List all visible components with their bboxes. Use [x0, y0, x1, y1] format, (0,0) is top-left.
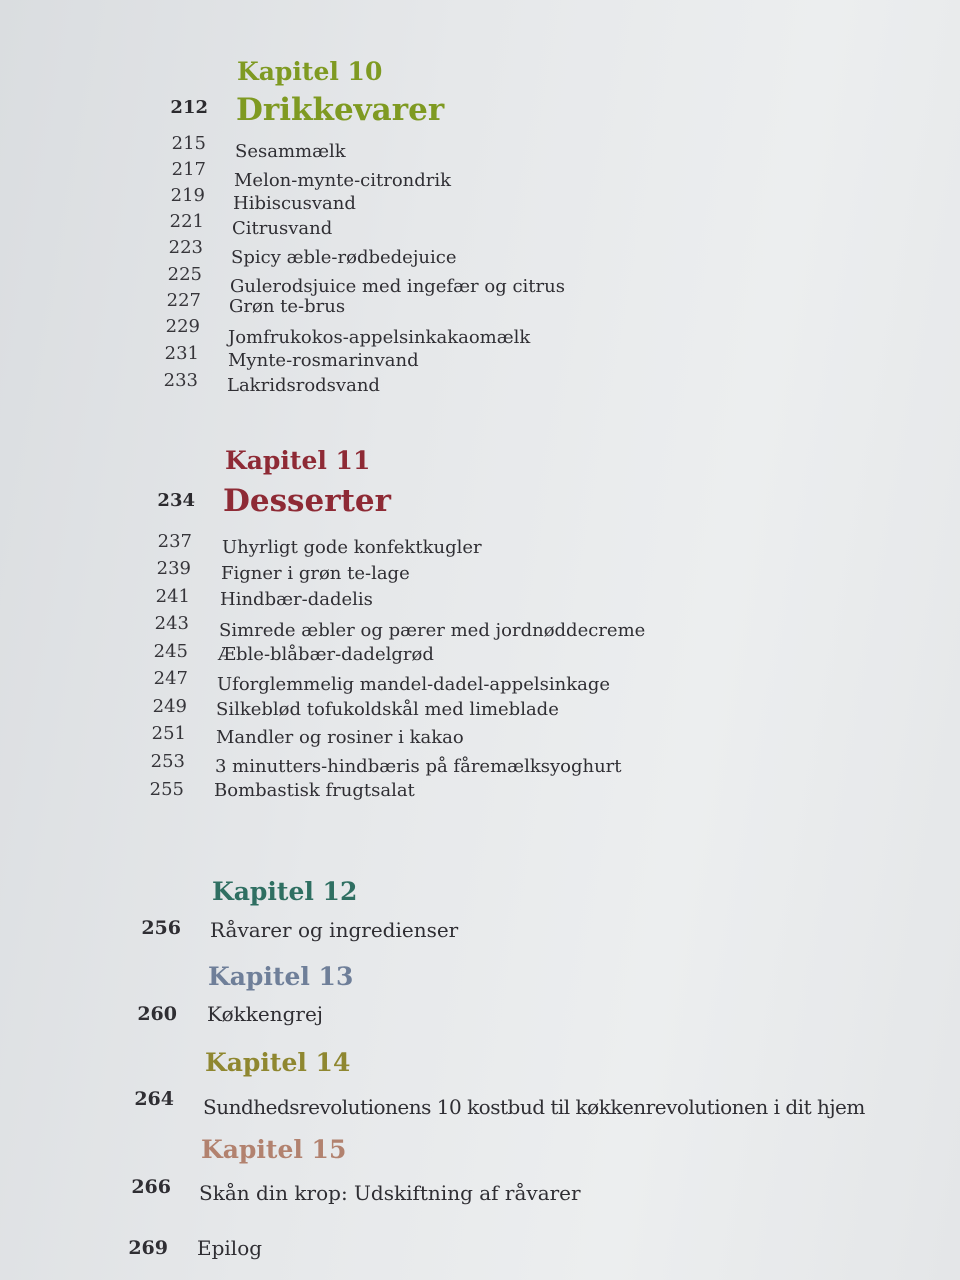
- chapter-11-page-number: 234: [157, 490, 195, 511]
- chapter-13-page-number: 260: [137, 1003, 177, 1025]
- entry-title: Figner i grøn te-lage: [221, 563, 410, 584]
- entry-page-number: 251: [151, 723, 186, 744]
- entry-title: Uhyrligt gode konfektkugler: [222, 537, 482, 558]
- entry-title: Bombastisk frugtsalat: [214, 780, 415, 801]
- entry-page-number: 217: [171, 159, 206, 180]
- entry-title: Hindbær-dadelis: [220, 589, 373, 610]
- entry-title: Grøn te-brus: [229, 296, 346, 317]
- entry-page-number: 253: [150, 751, 185, 772]
- entry-page-number: 249: [152, 696, 187, 717]
- entry-page-number: 225: [167, 264, 202, 285]
- chapter-13-title: Køkkengrej: [207, 1002, 323, 1026]
- entry-page-number: 241: [155, 586, 190, 607]
- chapter-10-label: Kapitel 10: [237, 57, 383, 86]
- entry-title: Simrede æbler og pærer med jordnøddecreme: [219, 620, 646, 641]
- entry-title: Mynte-rosmarinvand: [228, 350, 419, 371]
- entry-page-number: 231: [164, 343, 199, 364]
- entry-title: Silkeblød tofukoldskål med limeblade: [216, 699, 559, 720]
- entry-title: Jomfrukokos-appelsinkakaomælk: [228, 327, 531, 348]
- chapter-11-title: Desserter: [223, 483, 391, 519]
- chapter-15-page-number: 266: [131, 1176, 171, 1198]
- entry-page-number: 243: [154, 613, 189, 634]
- entry-title: Gulerodsjuice med ingefær og citrus: [230, 276, 565, 297]
- chapter-10-page-number: 212: [170, 97, 208, 118]
- entry-page-number: 239: [156, 558, 191, 579]
- chapter-15-title: Skån din krop: Udskiftning af råvarer: [199, 1181, 581, 1205]
- entry-title: Uforglemmelig mandel-dadel-appelsinkage: [217, 674, 611, 695]
- chapter-12-label: Kapitel 12: [212, 877, 358, 906]
- epilog-page-number: 269: [128, 1237, 168, 1259]
- entry-title: Sesammælk: [235, 141, 346, 162]
- entry-title: Mandler og rosiner i kakao: [216, 727, 464, 748]
- chapter-10-title: Drikkevarer: [236, 92, 445, 128]
- entry-page-number: 247: [153, 668, 188, 689]
- entry-page-number: 237: [157, 531, 192, 552]
- entry-title: Spicy æble-rødbedejuice: [231, 247, 457, 268]
- entry-title: Melon-mynte-citrondrik: [234, 170, 452, 191]
- entry-title: 3 minutters-hindbæris på fåremælksyoghurt: [215, 756, 622, 777]
- entry-page-number: 215: [171, 133, 206, 154]
- epilog-title: Epilog: [197, 1236, 263, 1260]
- chapter-14-label: Kapitel 14: [205, 1048, 351, 1077]
- entry-title: Lakridsrodsvand: [227, 375, 380, 396]
- chapter-14-title: Sundhedsrevolutionens 10 kostbud til køkkenrevolutionen i dit hjem: [203, 1095, 865, 1119]
- entry-title: Æble-blåbær-dadelgrød: [218, 644, 434, 665]
- entry-page-number: 229: [165, 316, 200, 337]
- entry-title: Citrusvand: [232, 218, 333, 239]
- entry-page-number: 245: [153, 641, 188, 662]
- entry-page-number: 219: [170, 185, 205, 206]
- chapter-14-page-number: 264: [134, 1088, 174, 1110]
- entry-page-number: 233: [163, 370, 198, 391]
- chapter-13-label: Kapitel 13: [208, 962, 354, 991]
- entry-page-number: 227: [166, 290, 201, 311]
- chapter-12-title: Råvarer og ingredienser: [210, 918, 459, 942]
- entry-page-number: 255: [149, 779, 184, 800]
- chapter-12-page-number: 256: [141, 917, 181, 939]
- chapter-11-label: Kapitel 11: [225, 446, 371, 475]
- chapter-15-label: Kapitel 15: [201, 1135, 347, 1164]
- entry-page-number: 221: [169, 211, 204, 232]
- entry-title: Hibiscusvand: [233, 193, 356, 214]
- entry-page-number: 223: [168, 237, 203, 258]
